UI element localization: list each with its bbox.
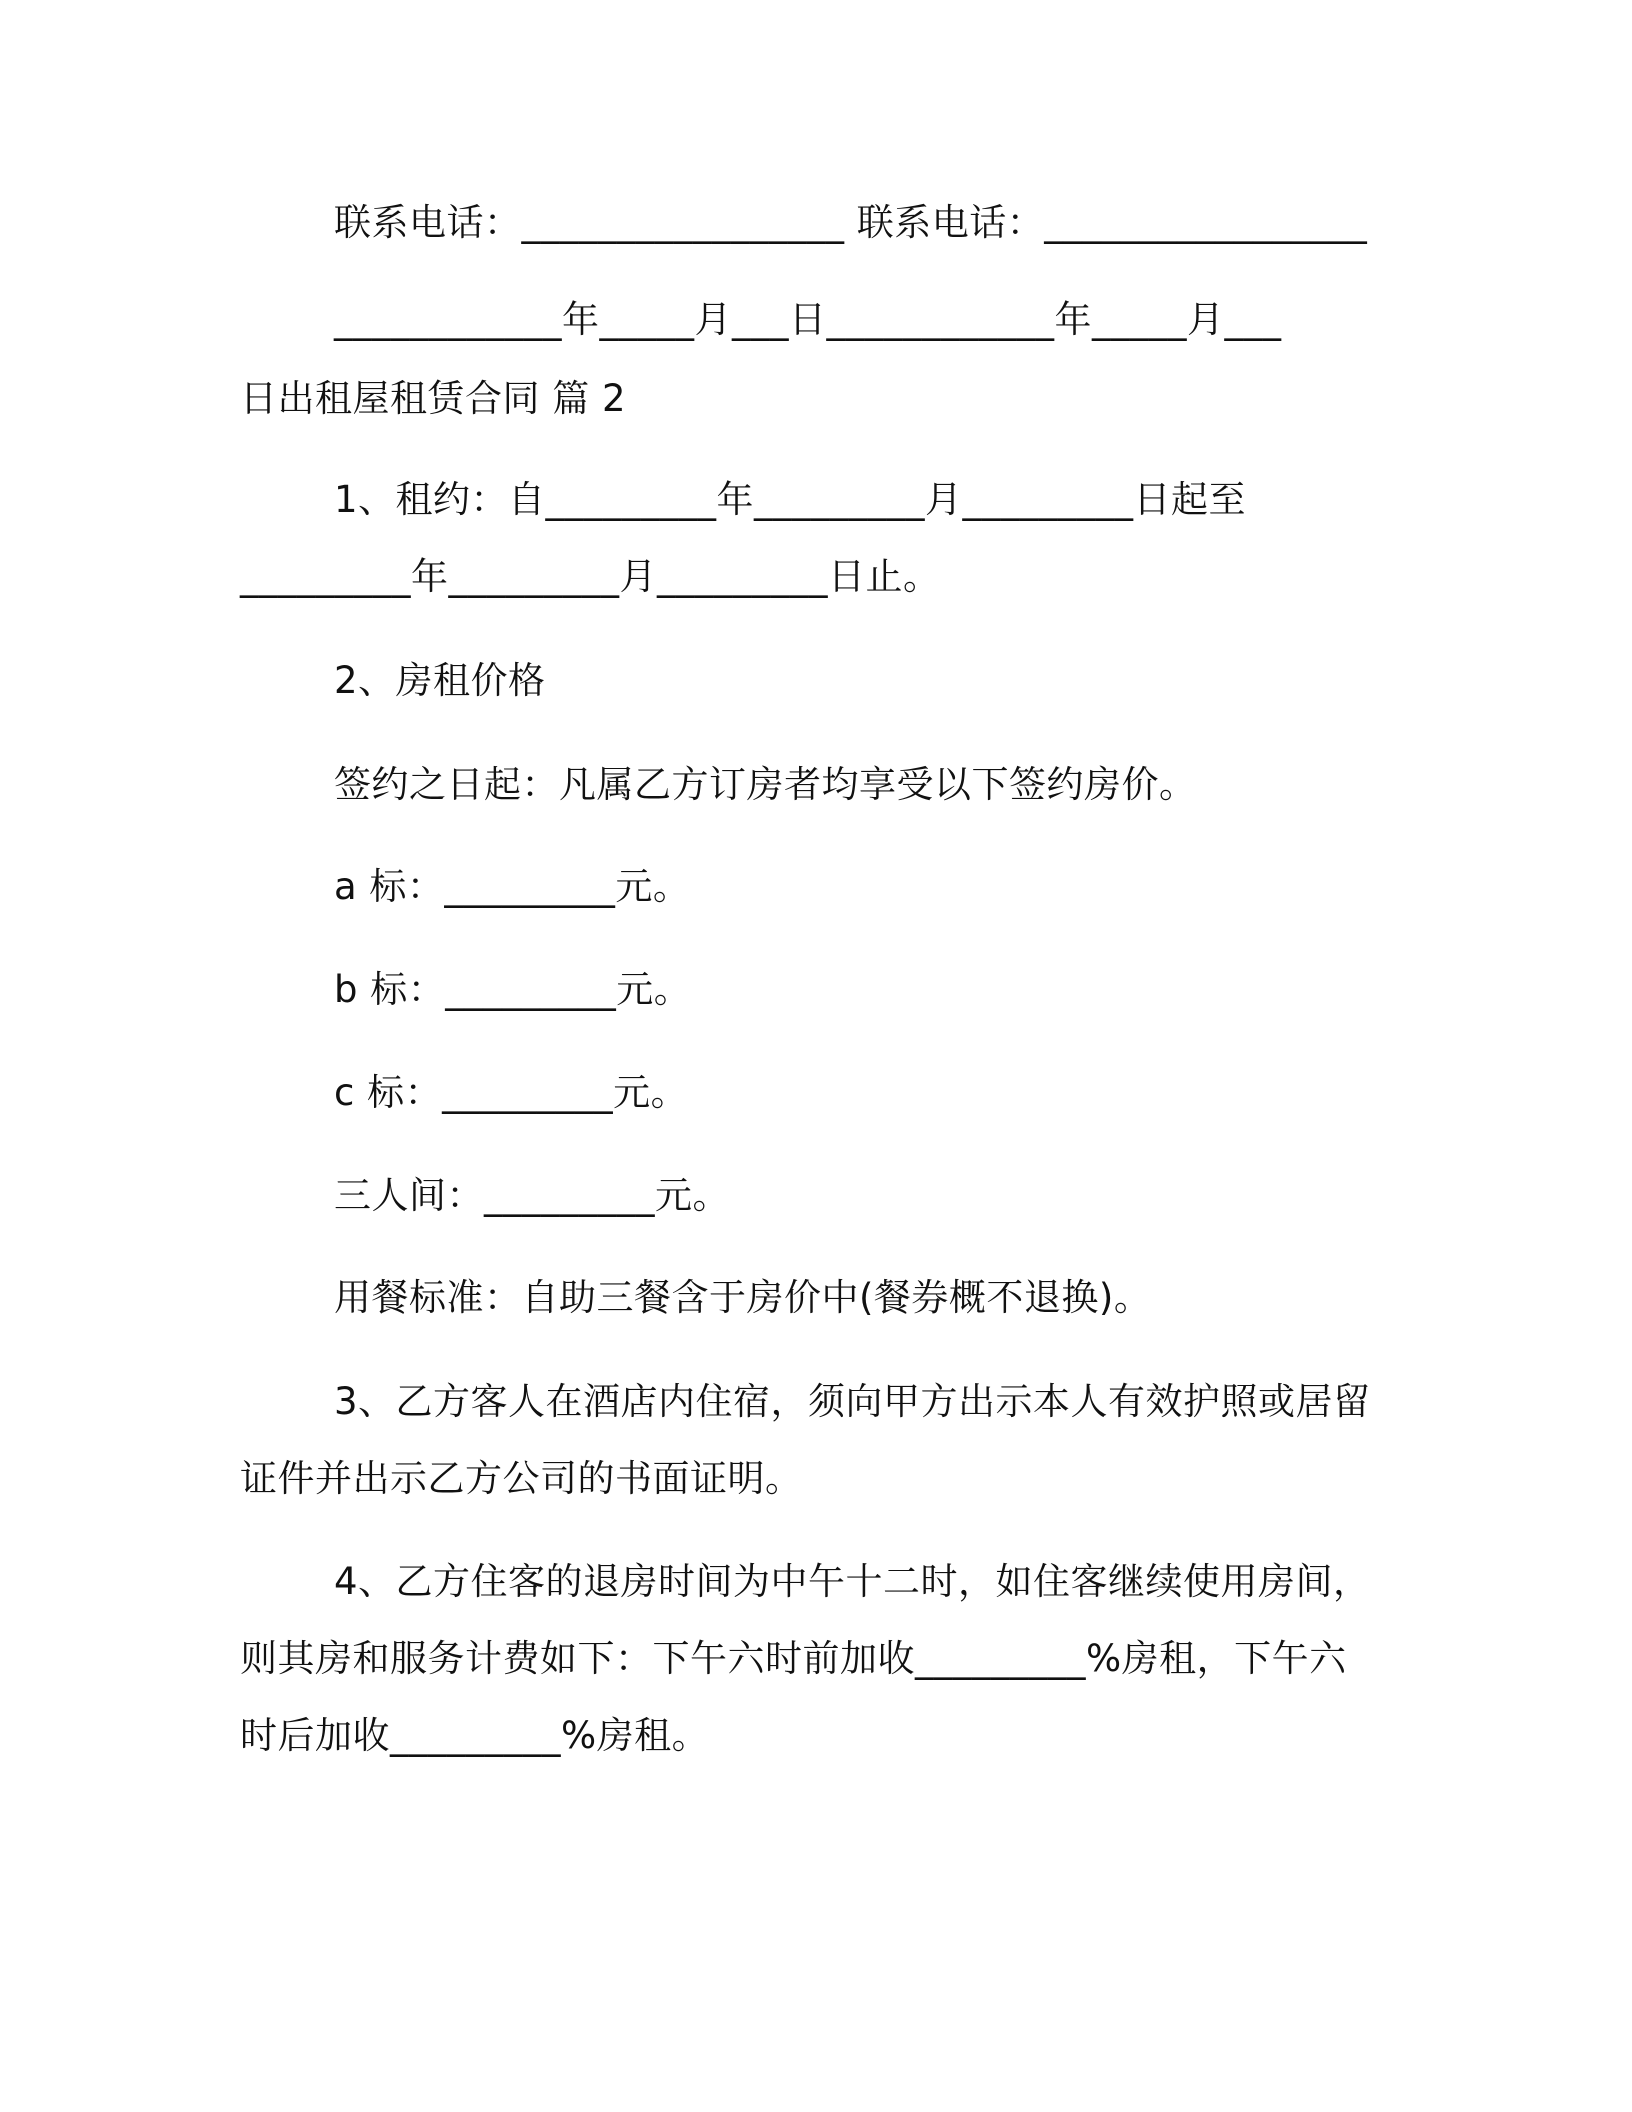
rent-price-heading: 2、房租价格 — [334, 659, 546, 702]
date-line: ____________年_____月___日____________年_____月___ — [334, 298, 1282, 341]
clause-4-line-1: 4、乙方住客的退房时间为中午十二时，如住客继续使用房间， — [334, 1560, 1371, 1603]
section-title: 日出租屋租赁合同 篇 2 — [240, 377, 627, 420]
clause-4-line-3: 时后加收_________%房租。 — [240, 1714, 710, 1757]
rate-b-line: b 标：_________元。 — [334, 968, 692, 1011]
rate-c-line: c 标：_________元。 — [334, 1071, 689, 1114]
meal-standard-line: 用餐标准：自助三餐含于房价中(餐券概不退换)。 — [334, 1276, 1152, 1319]
clause-3-line-1: 3、乙方客人在酒店内住宿，须向甲方出示本人有效护照或居留 — [334, 1380, 1371, 1423]
contact-phone-line: 联系电话：_________________ 联系电话：_________________ — [334, 201, 1368, 244]
clause-4-line-2: 则其房和服务计费如下：下午六时前加收_________%房租，下午六 — [240, 1637, 1347, 1680]
signing-price-text: 签约之日起：凡属乙方订房者均享受以下签约房价。 — [334, 763, 1197, 806]
lease-term-line-1: 1、租约：自_________年_________月_________日起至 — [334, 478, 1247, 521]
lease-term-line-2: _________年_________月_________日止。 — [240, 555, 941, 598]
rate-a-line: a 标：_________元。 — [334, 865, 691, 908]
clause-3-line-2: 证件并出示乙方公司的书面证明。 — [240, 1457, 803, 1500]
triple-room-line: 三人间：_________元。 — [334, 1174, 730, 1217]
